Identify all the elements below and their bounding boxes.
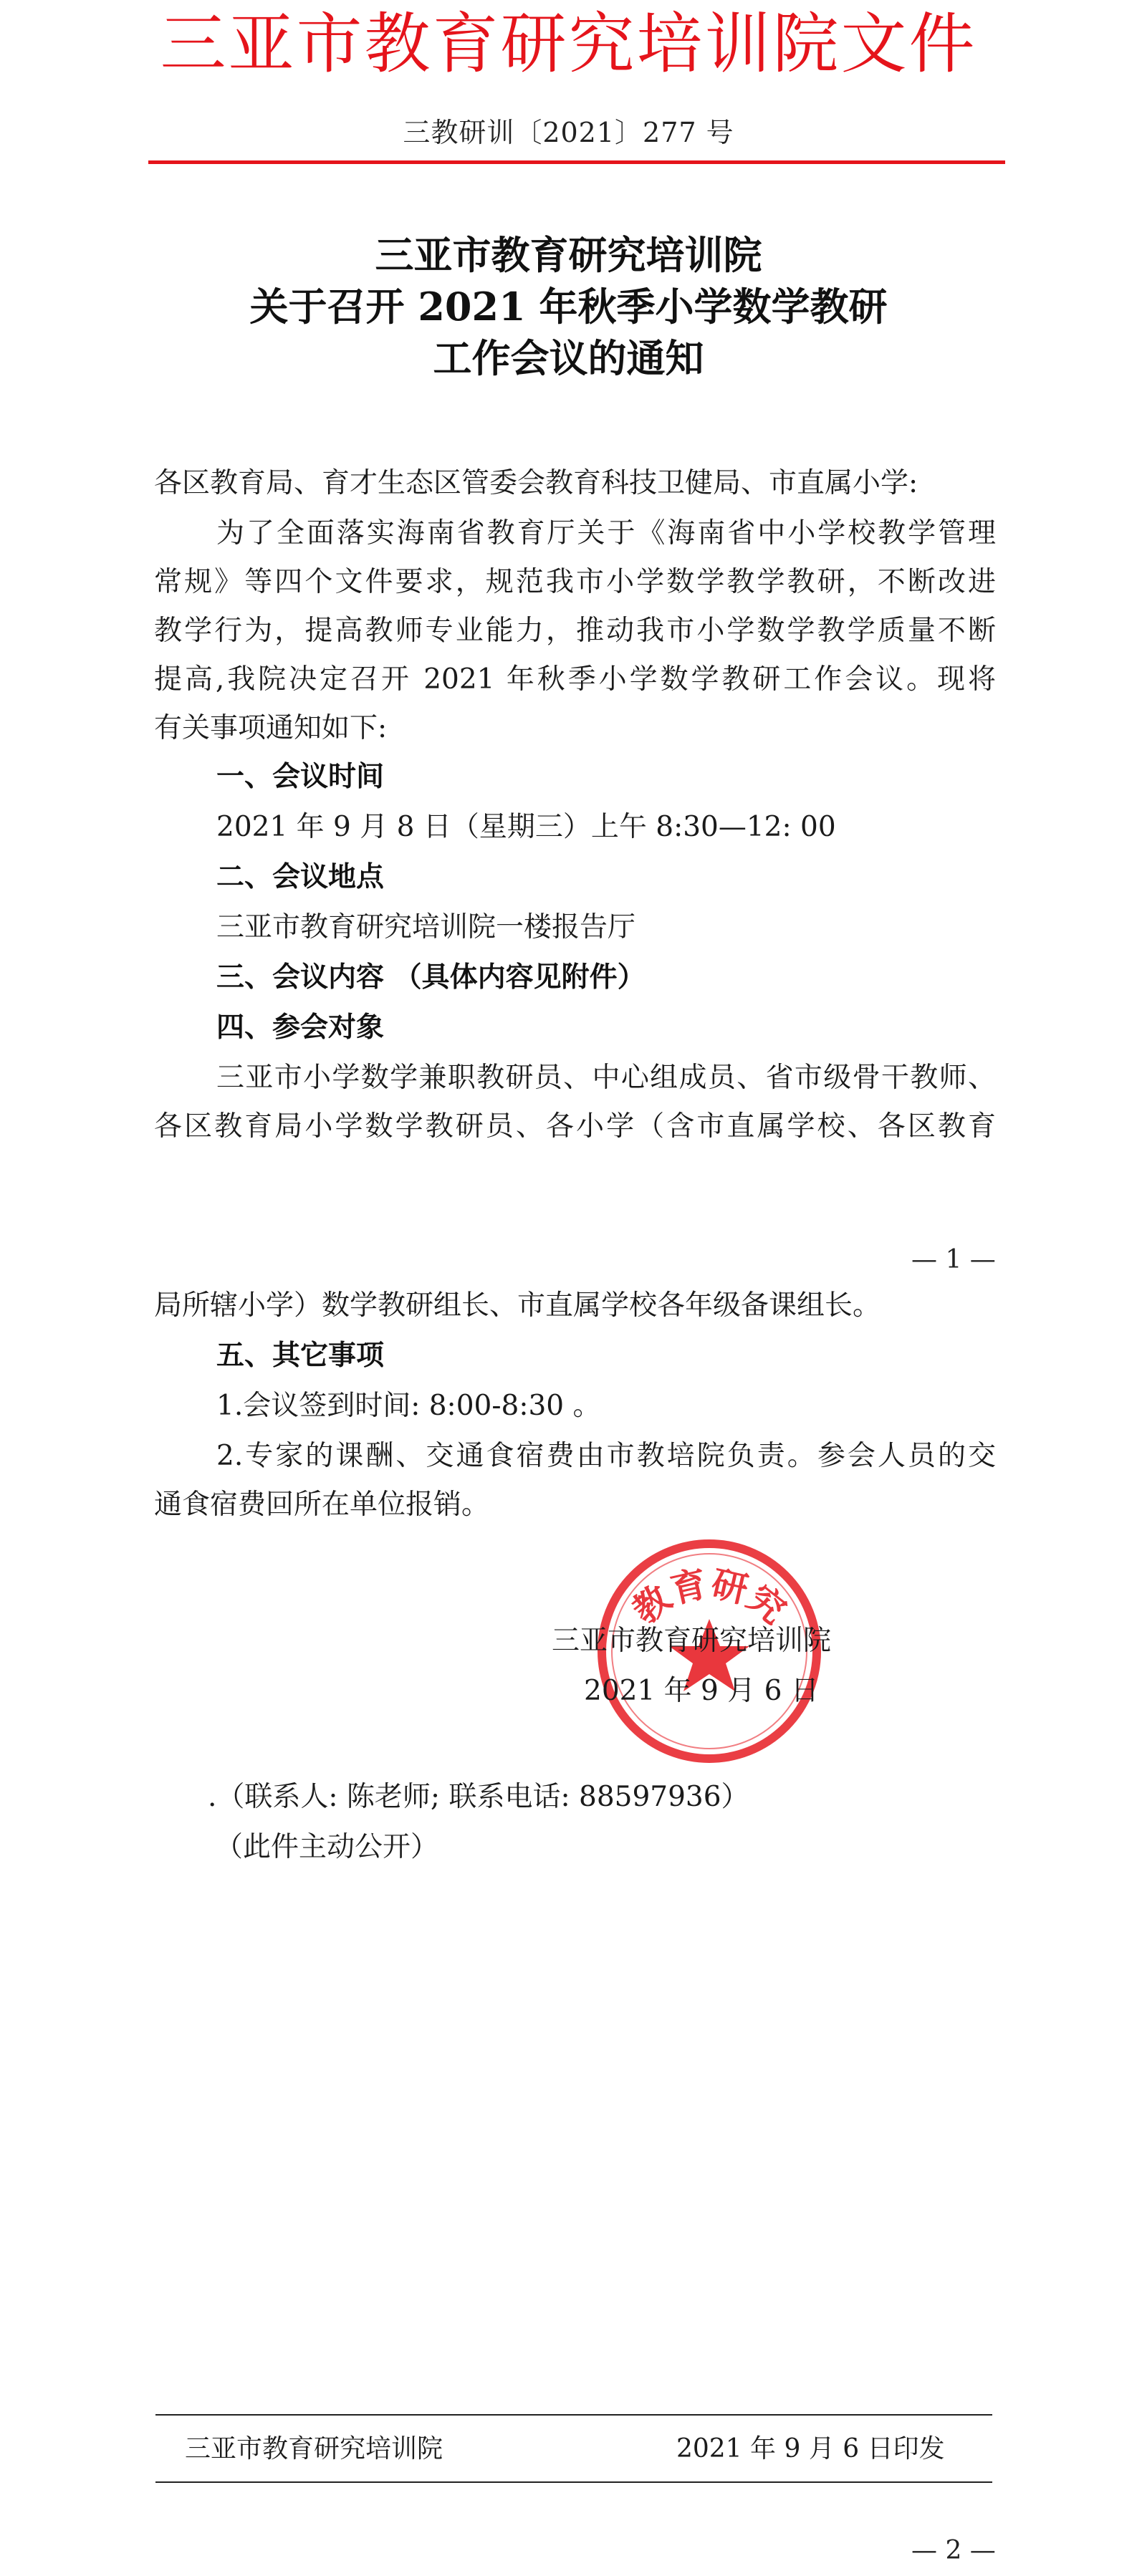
section-heading-time: 一、会议时间 (216, 761, 385, 793)
attendees-line: 三亚市小学数学兼职教研员、中心组成员、省市级骨干教师、 (216, 1062, 996, 1094)
meeting-location-text: 三亚市教育研究培训院一楼报告厅 (216, 911, 636, 943)
document-header-title: 三亚市教育研究培训院文件 (160, 6, 977, 82)
intro-line: 为了全面落实海南省教育厅关于《海南省中小学校教学管理 (216, 517, 996, 549)
section-heading-content: 三、会议内容 （具体内容见附件） (216, 961, 646, 994)
footer-bottom-rule (155, 2481, 992, 2483)
signin-time-item: 1.会议签到时间: 8:00-8:30 。 (216, 1390, 601, 1422)
section-heading-attendees: 四、参会对象 (216, 1011, 385, 1044)
footer-top-rule (155, 2414, 992, 2416)
signature-org: 三亚市教育研究培训院 (552, 1625, 832, 1657)
section-heading-location: 二、会议地点 (216, 861, 385, 893)
document-number: 三教研训〔2021〕277 号 (403, 117, 734, 148)
intro-line: 常规》等四个文件要求，规范我市小学数学教学教研，不断改进 (154, 566, 996, 598)
signature-date: 2021 年 9 月 6 日 (584, 1675, 819, 1707)
notice-title-line: 工作会议的通知 (433, 335, 704, 381)
intro-line: 提高,我院决定召开 2021 年秋季小学数学教研工作会议。现将 (154, 663, 996, 696)
salutation: 各区教育局、育才生态区管委会教育科技卫健局、市直属小学: (154, 467, 918, 499)
footer-date: 2021 年 9 月 6 日印发 (676, 2434, 945, 2464)
notice-title-line: 关于召开 2021 年秋季小学数学教研 (249, 284, 888, 330)
notice-title (0, 229, 1137, 384)
page-number: — 1 — (911, 1245, 996, 1274)
expense-item-line: 通食宿费回所在单位报销。 (154, 1489, 490, 1521)
disclosure-note: （此件主动公开） (215, 1831, 439, 1863)
seal-text: 教育研究 (624, 1562, 795, 1633)
contact-info: .（联系人: 陈老师; 联系电话: 88597936） (208, 1781, 749, 1813)
page-number: — 2 — (911, 2536, 996, 2565)
header-red-rule (148, 160, 1005, 164)
intro-line: 有关事项通知如下: (154, 712, 388, 744)
meeting-time-text: 2021 年 9 月 8 日（星期三）上午 8:30—12: 00 (216, 811, 836, 843)
attendees-line: 各区教育局小学数学教研员、各小学（含市直属学校、各区教育 (154, 1110, 996, 1143)
attendees-continuation: 局所辖小学）数学教研组长、市直属学校各年级备课组长。 (154, 1289, 881, 1322)
expense-item-line: 2.专家的课酬、交通食宿费由市教培院负责。参会人员的交 (216, 1440, 996, 1472)
intro-line: 教学行为，提高教师专业能力，推动我市小学数学教学质量不断 (154, 615, 996, 647)
footer-org: 三亚市教育研究培训院 (185, 2434, 443, 2464)
notice-title-line: 三亚市教育研究培训院 (375, 232, 762, 278)
section-heading-other: 五、其它事项 (216, 1340, 385, 1372)
